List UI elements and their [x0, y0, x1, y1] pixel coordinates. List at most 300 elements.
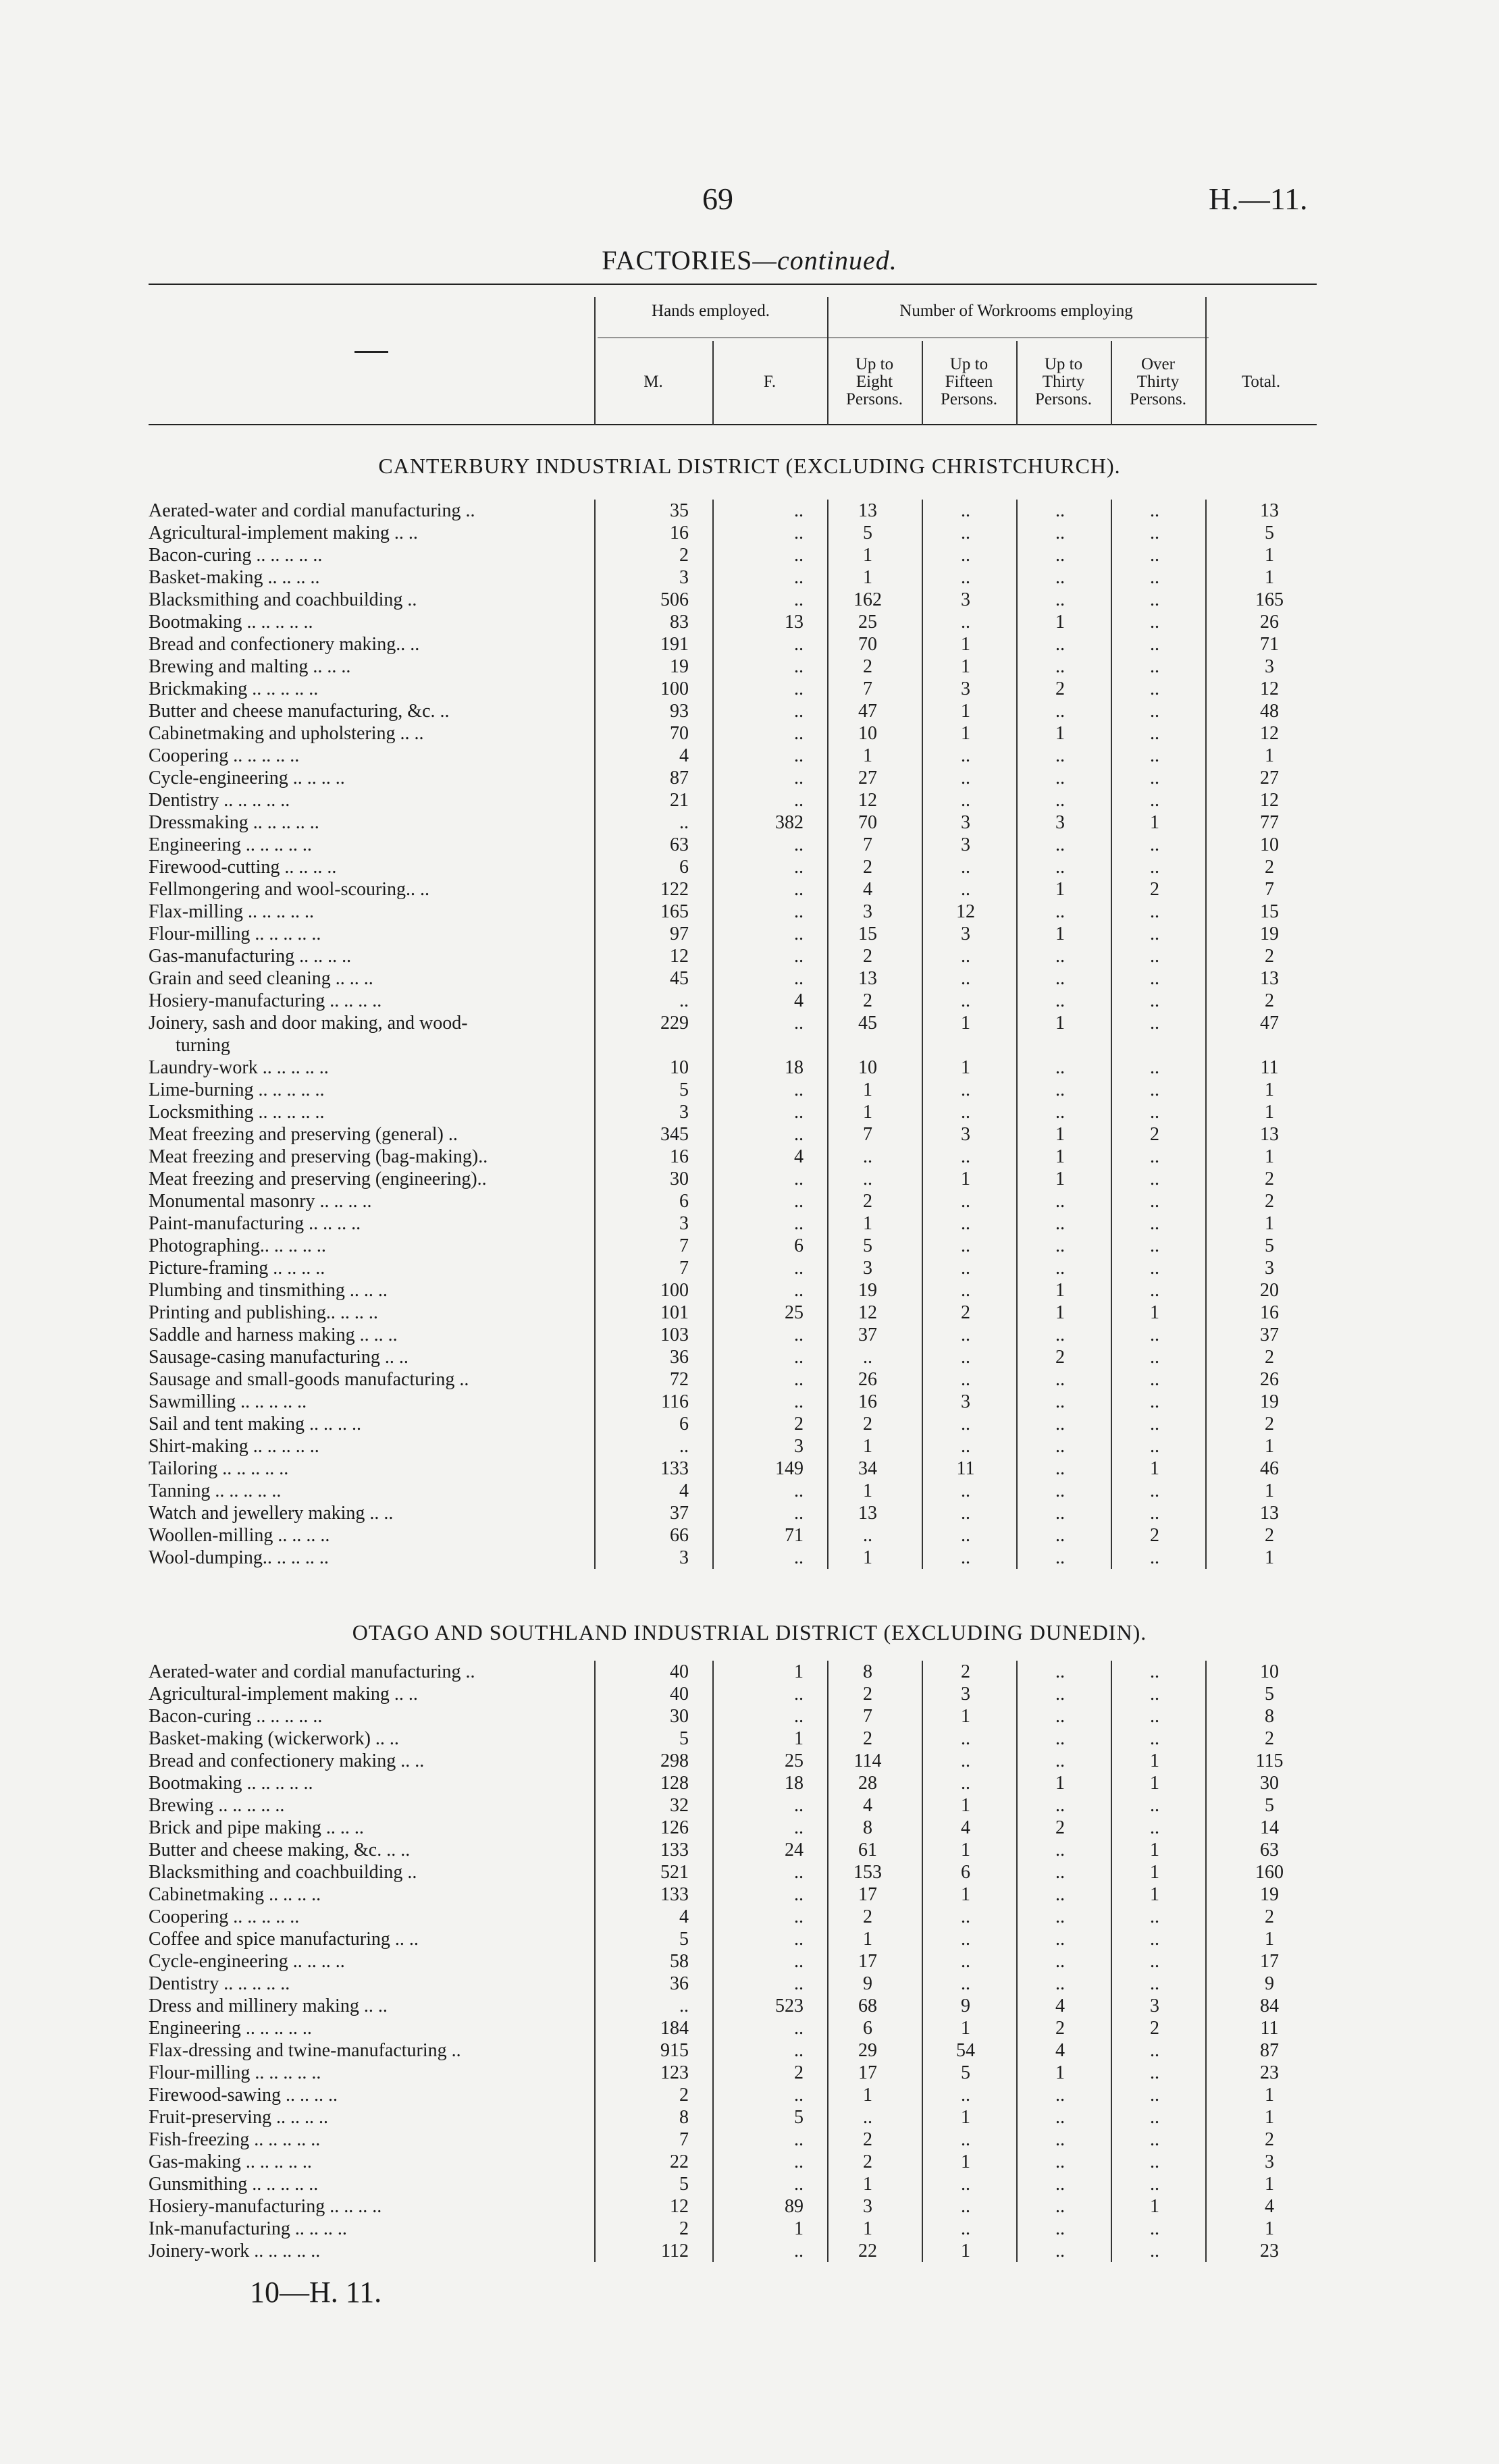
table-row — [0, 1034, 1499, 1056]
table-row — [0, 767, 1499, 789]
up-to-thirty-count: .. — [1055, 1547, 1065, 1568]
industry-name: Basket-making (wickerwork) .. .. — [149, 1728, 399, 1749]
industry-name: Dentistry .. .. .. .. .. — [149, 1973, 290, 1994]
up-to-thirty-count: 1 — [1055, 879, 1065, 900]
over-thirty-count: .. — [1150, 567, 1159, 588]
header-bottom-rule — [149, 424, 1317, 425]
total-count: 13 — [1260, 968, 1279, 989]
header-stub-dash — [354, 351, 388, 353]
up-to-thirty-count: .. — [1055, 1213, 1065, 1234]
up-to-fifteen-count: .. — [961, 1973, 970, 1994]
total-count: 87 — [1260, 2040, 1279, 2061]
up-to-fifteen-count: .. — [961, 1235, 970, 1256]
total-count: 19 — [1260, 1884, 1279, 1905]
up-to-eight-count: 45 — [858, 1013, 877, 1034]
up-to-thirty-count: .. — [1055, 1191, 1065, 1212]
female-hands: .. — [794, 1862, 804, 1883]
table-row — [0, 611, 1499, 633]
page-number: 69 — [702, 182, 733, 216]
industry-name: Joinery-work .. .. .. .. .. — [149, 2241, 321, 2261]
male-hands: 126 — [660, 1817, 689, 1838]
up-to-eight-count: 8 — [863, 1817, 872, 1838]
table-row — [0, 1212, 1499, 1235]
table-row — [0, 1683, 1499, 1705]
table-row — [0, 1391, 1499, 1413]
female-hands: 1 — [794, 1661, 804, 1682]
over-thirty-count: .. — [1150, 1503, 1159, 1524]
up-to-thirty-count: .. — [1055, 1458, 1065, 1479]
female-hands: .. — [794, 790, 804, 811]
over-thirty-count: .. — [1150, 1102, 1159, 1123]
total-count: 14 — [1260, 1817, 1279, 1838]
up-to-eight-count: 1 — [863, 1102, 872, 1123]
industry-name: Hosiery-manufacturing .. .. .. .. — [149, 990, 382, 1011]
up-to-eight-count: 22 — [858, 2241, 877, 2261]
industry-name: Grain and seed cleaning .. .. .. — [149, 968, 373, 989]
industry-name: Agricultural-implement making .. .. — [149, 1684, 418, 1705]
total-count: 10 — [1260, 834, 1279, 855]
total-count: 1 — [1265, 1102, 1274, 1123]
table-row — [0, 1772, 1499, 1794]
up-to-fifteen-count: 1 — [961, 1706, 970, 1727]
over-thirty-count: .. — [1150, 1146, 1159, 1167]
male-hands: 116 — [661, 1391, 689, 1412]
over-thirty-count: .. — [1150, 723, 1159, 744]
female-hands: 5 — [794, 2107, 804, 2128]
up-to-fifteen-count: .. — [961, 1951, 970, 1972]
industry-name: Bootmaking .. .. .. .. .. — [149, 612, 313, 633]
up-to-fifteen-count: 3 — [961, 834, 970, 855]
total-count: 1 — [1265, 2107, 1274, 2128]
female-hands: .. — [794, 1102, 804, 1123]
up-to-fifteen-count: .. — [961, 790, 970, 811]
table-row — [0, 2173, 1499, 2195]
male-hands: 70 — [670, 723, 689, 744]
up-to-fifteen-count: 1 — [961, 2151, 970, 2172]
table-row — [0, 1257, 1499, 1279]
total-count: 1 — [1265, 2218, 1274, 2239]
female-hands: .. — [794, 1684, 804, 1705]
up-to-fifteen-count: 1 — [961, 723, 970, 744]
male-hands: 123 — [660, 2062, 689, 2083]
up-to-eight-count: 3 — [863, 1258, 872, 1279]
male-hands: 93 — [670, 701, 689, 722]
table-row — [0, 1123, 1499, 1146]
over-thirty-count: 1 — [1150, 1884, 1159, 1905]
header-hands-employed: Hands employed. — [652, 302, 770, 320]
up-to-thirty-count: .. — [1055, 1728, 1065, 1749]
up-to-thirty-count: .. — [1055, 1235, 1065, 1256]
male-hands: 133 — [660, 1840, 689, 1860]
total-count: 2 — [1265, 1414, 1274, 1435]
header-line: Over — [1141, 355, 1175, 373]
table-row — [0, 923, 1499, 945]
up-to-fifteen-count: .. — [961, 2129, 970, 2150]
female-hands: 25 — [785, 1750, 804, 1771]
up-to-fifteen-count: .. — [961, 745, 970, 766]
female-hands: .. — [794, 2040, 804, 2061]
male-hands: 229 — [660, 1013, 689, 1034]
up-to-eight-count: 1 — [863, 1547, 872, 1568]
female-hands: 2 — [794, 1414, 804, 1435]
up-to-fifteen-count: .. — [961, 1750, 970, 1771]
male-hands: 100 — [660, 678, 689, 699]
male-hands: 36 — [670, 1973, 689, 1994]
up-to-fifteen-count: 11 — [956, 1458, 975, 1479]
female-hands: .. — [794, 1213, 804, 1234]
table-row — [0, 1012, 1499, 1034]
total-count: 5 — [1265, 1684, 1274, 1705]
table-row — [0, 834, 1499, 856]
table-row — [0, 722, 1499, 745]
female-hands: .. — [794, 745, 804, 766]
industry-name: Gas-manufacturing .. .. .. .. — [149, 946, 352, 967]
table-row — [0, 878, 1499, 901]
total-count: 13 — [1260, 1124, 1279, 1145]
up-to-fifteen-count: .. — [961, 990, 970, 1011]
male-hands: 7 — [679, 1258, 689, 1279]
male-hands: 100 — [660, 1280, 689, 1301]
up-to-thirty-count: .. — [1055, 589, 1065, 610]
total-count: 1 — [1265, 1213, 1274, 1234]
industry-name: Flax-dressing and twine-manufacturing .. — [149, 2040, 461, 2061]
male-hands: 2 — [679, 545, 689, 566]
female-hands: .. — [794, 1503, 804, 1524]
total-count: 27 — [1260, 768, 1279, 788]
up-to-fifteen-count: .. — [961, 2174, 970, 2195]
table-row — [0, 967, 1499, 990]
up-to-thirty-count: 1 — [1055, 612, 1065, 633]
female-hands: 71 — [785, 1525, 804, 1546]
up-to-thirty-count: .. — [1055, 1503, 1065, 1524]
up-to-eight-count: .. — [863, 2107, 872, 2128]
industry-name: Coffee and spice manufacturing .. .. — [149, 1929, 419, 1950]
total-count: 71 — [1260, 634, 1279, 655]
industry-name: Tanning .. .. .. .. .. — [149, 1480, 282, 1501]
total-count: 2 — [1265, 946, 1274, 967]
up-to-eight-count: 3 — [863, 901, 872, 922]
up-to-thirty-count: 2 — [1055, 1817, 1065, 1838]
industry-name: Basket-making .. .. .. .. — [149, 567, 320, 588]
header-up-to-thirty — [1016, 356, 1111, 408]
male-hands: 7 — [679, 1235, 689, 1256]
up-to-eight-count: .. — [863, 1146, 872, 1167]
up-to-eight-count: 12 — [858, 790, 877, 811]
male-hands: 40 — [670, 1684, 689, 1705]
up-to-eight-count: 29 — [858, 2040, 877, 2061]
up-to-fifteen-count: .. — [961, 857, 970, 878]
over-thirty-count: .. — [1150, 1369, 1159, 1390]
up-to-fifteen-count: 1 — [961, 701, 970, 722]
total-count: 2 — [1265, 1525, 1274, 1546]
male-hands: 66 — [670, 1525, 689, 1546]
up-to-fifteen-count: 1 — [961, 1013, 970, 1034]
total-count: 16 — [1260, 1302, 1279, 1323]
table-row — [0, 1146, 1499, 1168]
female-hands: .. — [794, 1347, 804, 1368]
over-thirty-count: .. — [1150, 968, 1159, 989]
industry-name: Flour-milling .. .. .. .. .. — [149, 923, 321, 944]
female-hands: .. — [794, 1369, 804, 1390]
up-to-eight-count: 8 — [863, 1661, 872, 1682]
up-to-eight-count: 2 — [863, 1414, 872, 1435]
up-to-eight-count: 1 — [863, 745, 872, 766]
header-line: Up to — [1044, 355, 1083, 373]
up-to-eight-count: 1 — [863, 2174, 872, 2195]
over-thirty-count: .. — [1150, 1684, 1159, 1705]
total-count: 30 — [1260, 1773, 1279, 1794]
male-hands: 32 — [670, 1795, 689, 1816]
total-count: 48 — [1260, 701, 1279, 722]
up-to-eight-count: 61 — [858, 1840, 877, 1860]
total-count: 1 — [1265, 1547, 1274, 1568]
total-count: 1 — [1265, 1480, 1274, 1501]
header-line: Thirty — [1136, 373, 1180, 391]
up-to-thirty-count: .. — [1055, 1391, 1065, 1412]
over-thirty-count: .. — [1150, 1079, 1159, 1100]
female-hands: .. — [794, 768, 804, 788]
female-hands: .. — [794, 634, 804, 655]
industry-name: Agricultural-implement making .. .. — [149, 523, 418, 543]
over-thirty-count: 1 — [1150, 812, 1159, 833]
up-to-thirty-count: .. — [1055, 656, 1065, 677]
table-row — [0, 789, 1499, 811]
total-count: 1 — [1265, 2085, 1274, 2106]
up-to-eight-count: 2 — [863, 1906, 872, 1927]
up-to-thirty-count: .. — [1055, 790, 1065, 811]
up-to-fifteen-count: 1 — [961, 634, 970, 655]
up-to-fifteen-count: 12 — [956, 901, 975, 922]
industry-name: Bread and confectionery making.. .. — [149, 634, 420, 655]
total-count: 1 — [1265, 745, 1274, 766]
up-to-thirty-count: .. — [1055, 768, 1065, 788]
male-hands: 16 — [670, 1146, 689, 1167]
over-thirty-count: .. — [1150, 523, 1159, 543]
male-hands: 298 — [660, 1750, 689, 1771]
female-hands: 382 — [775, 812, 804, 833]
industry-name: Bootmaking .. .. .. .. .. — [149, 1773, 313, 1794]
up-to-fifteen-count: 3 — [961, 678, 970, 699]
male-hands: 101 — [660, 1302, 689, 1323]
total-count: 2 — [1265, 1347, 1274, 1368]
table-row — [0, 1435, 1499, 1457]
industry-name: Cabinetmaking and upholstering .. .. — [149, 723, 424, 744]
over-thirty-count: .. — [1150, 1951, 1159, 1972]
over-thirty-count: .. — [1150, 1661, 1159, 1682]
table-row — [0, 1950, 1499, 1973]
female-hands: .. — [794, 1124, 804, 1145]
header-line: Persons. — [845, 390, 903, 408]
up-to-eight-count: 13 — [858, 1503, 877, 1524]
industry-name: Blacksmithing and coachbuilding .. — [149, 589, 417, 610]
table-row — [0, 1705, 1499, 1728]
table-row — [0, 544, 1499, 566]
female-hands: .. — [794, 2241, 804, 2261]
header-up-to-fifteen — [922, 356, 1016, 408]
table-row — [0, 1190, 1499, 1212]
male-hands: 3 — [679, 1102, 689, 1123]
up-to-fifteen-count: .. — [961, 500, 970, 521]
up-to-eight-count: 1 — [863, 1213, 872, 1234]
table-row — [0, 1324, 1499, 1346]
over-thirty-count: .. — [1150, 990, 1159, 1011]
industry-name: Flour-milling .. .. .. .. .. — [149, 2062, 321, 2083]
up-to-fifteen-count: 1 — [961, 2107, 970, 2128]
male-hands: 103 — [660, 1324, 689, 1345]
total-count: 23 — [1260, 2241, 1279, 2261]
up-to-fifteen-count: .. — [961, 2196, 970, 2217]
female-hands: .. — [794, 946, 804, 967]
over-thirty-count: .. — [1150, 857, 1159, 878]
table-row — [0, 1302, 1499, 1324]
male-hands: 21 — [670, 790, 689, 811]
table-row — [0, 1906, 1499, 1928]
female-hands: .. — [794, 589, 804, 610]
up-to-fifteen-count: 1 — [961, 2241, 970, 2261]
up-to-eight-count: 34 — [858, 1458, 877, 1479]
up-to-thirty-count: .. — [1055, 2085, 1065, 2106]
male-hands: 40 — [670, 1661, 689, 1682]
up-to-eight-count: 1 — [863, 1480, 872, 1501]
industry-name: Brewing and malting .. .. .. — [149, 656, 351, 677]
up-to-thirty-count: .. — [1055, 1661, 1065, 1682]
female-hands: 24 — [785, 1840, 804, 1860]
total-count: 26 — [1260, 612, 1279, 633]
total-count: 3 — [1265, 656, 1274, 677]
industry-name: Wool-dumping.. .. .. .. .. — [149, 1547, 329, 1568]
up-to-thirty-count: .. — [1055, 1929, 1065, 1950]
over-thirty-count: .. — [1150, 1213, 1159, 1234]
up-to-eight-count: .. — [863, 1347, 872, 1368]
header-line: Persons. — [940, 390, 998, 408]
over-thirty-count: .. — [1150, 1436, 1159, 1457]
total-count: 13 — [1260, 500, 1279, 521]
up-to-thirty-count: 1 — [1055, 723, 1065, 744]
industry-name: Aerated-water and cordial manufacturing .. — [149, 500, 475, 521]
over-thirty-count: .. — [1150, 1324, 1159, 1345]
total-count: 165 — [1255, 589, 1284, 610]
up-to-thirty-count: .. — [1055, 500, 1065, 521]
total-count: 1 — [1265, 1079, 1274, 1100]
female-hands: .. — [794, 1706, 804, 1727]
table-row — [0, 1235, 1499, 1257]
industry-name: Sausage and small-goods manufacturing .. — [149, 1369, 469, 1390]
up-to-thirty-count: 1 — [1055, 1280, 1065, 1301]
male-hands: 122 — [660, 879, 689, 900]
up-to-fifteen-count: .. — [961, 1773, 970, 1794]
up-to-eight-count: 47 — [858, 701, 877, 722]
male-hands: .. — [679, 990, 689, 1011]
up-to-eight-count: 9 — [863, 1973, 872, 1994]
total-count: 2 — [1265, 1906, 1274, 1927]
up-to-fifteen-count: 3 — [961, 589, 970, 610]
table-row — [0, 1413, 1499, 1435]
industry-name: Locksmithing .. .. .. .. .. — [149, 1102, 325, 1123]
total-count: 17 — [1260, 1951, 1279, 1972]
up-to-thirty-count: .. — [1055, 2218, 1065, 2239]
female-hands: .. — [794, 1795, 804, 1816]
table-row — [0, 1279, 1499, 1302]
total-count: 20 — [1260, 1280, 1279, 1301]
female-hands: .. — [794, 1547, 804, 1568]
industry-name: Plumbing and tinsmithing .. .. .. — [149, 1280, 388, 1301]
up-to-fifteen-count: 3 — [961, 1684, 970, 1705]
over-thirty-count: .. — [1150, 1057, 1159, 1078]
industry-name: Shirt-making .. .. .. .. .. — [149, 1436, 319, 1457]
up-to-thirty-count: 2 — [1055, 1347, 1065, 1368]
female-hands: .. — [794, 1280, 804, 1301]
header-total: Total. — [1241, 373, 1281, 391]
header-up-to-eight — [827, 356, 922, 408]
female-hands: 18 — [785, 1773, 804, 1794]
table-row — [0, 1524, 1499, 1547]
up-to-fifteen-count: .. — [961, 1503, 970, 1524]
industry-name: Sail and tent making .. .. .. .. — [149, 1414, 361, 1435]
table-row — [0, 500, 1499, 522]
table-row — [0, 2017, 1499, 2039]
female-hands: .. — [794, 656, 804, 677]
up-to-fifteen-count: 2 — [961, 1302, 970, 1323]
female-hands: 3 — [794, 1436, 804, 1457]
industry-name: Meat freezing and preserving (bag-making).. — [149, 1146, 488, 1167]
up-to-thirty-count: .. — [1055, 1973, 1065, 1994]
male-hands: 5 — [679, 1079, 689, 1100]
up-to-thirty-count: .. — [1055, 2196, 1065, 2217]
up-to-thirty-count: .. — [1055, 990, 1065, 1011]
male-hands: 184 — [660, 2018, 689, 2039]
female-hands: .. — [794, 1324, 804, 1345]
over-thirty-count: .. — [1150, 1480, 1159, 1501]
up-to-thirty-count: 2 — [1055, 2018, 1065, 2039]
up-to-thirty-count: 1 — [1055, 1146, 1065, 1167]
up-to-fifteen-count: .. — [961, 1906, 970, 1927]
industry-name: Engineering .. .. .. .. .. — [149, 2018, 312, 2039]
industry-name: Sausage-casing manufacturing .. .. — [149, 1347, 409, 1368]
up-to-fifteen-count: .. — [961, 1280, 970, 1301]
over-thirty-count: 1 — [1150, 1302, 1159, 1323]
up-to-eight-count: 68 — [858, 1996, 877, 2016]
up-to-fifteen-count: .. — [961, 1213, 970, 1234]
header-female: F. — [763, 373, 777, 391]
up-to-thirty-count: .. — [1055, 1102, 1065, 1123]
up-to-eight-count: 17 — [858, 1951, 877, 1972]
female-hands: .. — [794, 1079, 804, 1100]
industry-name: Cabinetmaking .. .. .. .. — [149, 1884, 321, 1905]
female-hands: .. — [794, 523, 804, 543]
over-thirty-count: .. — [1150, 1169, 1159, 1189]
up-to-thirty-count: .. — [1055, 1840, 1065, 1860]
up-to-fifteen-count: .. — [961, 567, 970, 588]
over-thirty-count: .. — [1150, 790, 1159, 811]
up-to-eight-count: 2 — [863, 990, 872, 1011]
up-to-fifteen-count: .. — [961, 946, 970, 967]
up-to-eight-count: 13 — [858, 968, 877, 989]
male-hands: 3 — [679, 567, 689, 588]
up-to-fifteen-count: .. — [961, 545, 970, 566]
female-hands: .. — [794, 1884, 804, 1905]
female-hands: .. — [794, 834, 804, 855]
up-to-thirty-count: .. — [1055, 545, 1065, 566]
up-to-fifteen-count: .. — [961, 1258, 970, 1279]
industry-name: Cycle-engineering .. .. .. .. — [149, 1951, 345, 1972]
over-thirty-count: .. — [1150, 2129, 1159, 2150]
up-to-fifteen-count: .. — [961, 768, 970, 788]
up-to-thirty-count: .. — [1055, 745, 1065, 766]
up-to-thirty-count: .. — [1055, 1414, 1065, 1435]
over-thirty-count: .. — [1150, 1280, 1159, 1301]
over-thirty-count: .. — [1150, 745, 1159, 766]
industry-name: Flax-milling .. .. .. .. .. — [149, 901, 314, 922]
